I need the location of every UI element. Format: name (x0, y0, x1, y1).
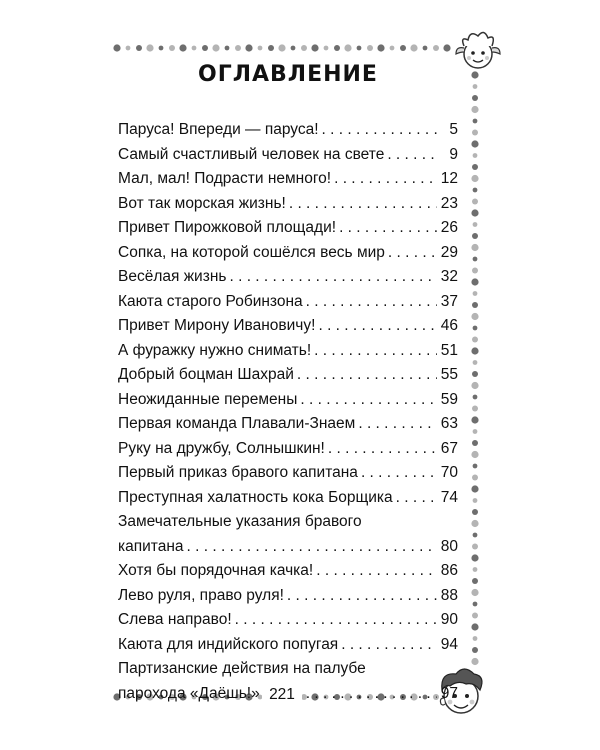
dotted-border-right (468, 70, 482, 670)
toc-leader-dots (229, 265, 437, 290)
border-dot (471, 416, 478, 423)
border-dot (473, 257, 478, 262)
border-dot (225, 46, 230, 51)
toc-leader-dots (287, 584, 437, 609)
border-dot (473, 326, 478, 331)
toc-entry[interactable] (118, 167, 458, 192)
border-dot (471, 106, 478, 113)
border-dot (472, 337, 478, 343)
border-dot (136, 45, 142, 51)
border-dot (471, 520, 478, 527)
toc-entry-page: 12 (440, 170, 458, 187)
toc-entry[interactable] (118, 314, 458, 339)
border-dot (472, 130, 478, 136)
border-dot (473, 395, 478, 400)
toc-entry[interactable] (118, 339, 458, 364)
toc-entry-title: парохода «Даёшь!» (118, 684, 260, 702)
toc-entry[interactable] (118, 290, 458, 315)
border-dot (235, 45, 241, 51)
border-dot (472, 647, 478, 653)
border-dot (258, 46, 263, 51)
toc-leader-dots (322, 118, 437, 143)
border-dot (472, 544, 478, 550)
toc-entry-page: 63 (440, 415, 458, 432)
border-dot (433, 45, 439, 51)
toc-entry-page: 29 (440, 243, 458, 261)
toc-leader-dots (388, 241, 437, 266)
border-dot (473, 222, 478, 227)
border-dot (113, 44, 120, 51)
toc-entry[interactable] (118, 535, 458, 560)
dotted-border-top (112, 41, 460, 55)
border-dot (159, 46, 164, 51)
border-dot (471, 278, 478, 285)
border-dot (471, 485, 478, 492)
border-dot (472, 233, 478, 239)
toc-entry-title: Руку на дружбу, Солнышкин! (118, 439, 325, 457)
border-dot (473, 429, 478, 434)
border-dot (471, 382, 478, 389)
toc-entry-page: 37 (440, 292, 458, 310)
border-dot (472, 371, 478, 377)
toc-entry-title: Самый счастливый человек на свете (118, 145, 385, 163)
border-dot (126, 46, 131, 51)
toc-entry-page: 55 (440, 366, 458, 383)
border-dot (471, 175, 478, 182)
toc-entry[interactable] (118, 559, 458, 584)
toc-entry-title: Преступная халатность кока Борщика (118, 488, 393, 506)
toc-entry-page: 9 (449, 145, 458, 163)
toc-title: ОГЛАВЛЕНИЕ (198, 62, 378, 87)
border-dot (334, 45, 340, 51)
toc-leader-dots (396, 486, 437, 511)
border-dot (472, 440, 478, 446)
border-dot (472, 268, 478, 274)
toc-leader-dots (339, 216, 437, 241)
toc-entry[interactable] (118, 241, 458, 266)
border-dot (471, 451, 478, 458)
toc-entry[interactable] (118, 437, 458, 462)
toc-entry-title: Каюта для индийского попугая (118, 635, 339, 653)
border-dot (400, 45, 406, 51)
toc-entry[interactable] (118, 216, 458, 241)
border-dot (473, 84, 478, 89)
border-dot (367, 45, 373, 51)
toc-entry-page: 70 (440, 464, 458, 481)
toc-leader-dots (187, 535, 437, 560)
toc-entry-page: 86 (440, 562, 458, 579)
toc-leader-dots (328, 437, 437, 462)
toc-entry-title: Каюта старого Робинзона (118, 292, 303, 310)
border-dot (471, 313, 478, 320)
toc-entry-page: 90 (440, 611, 458, 628)
border-dot (472, 95, 478, 101)
toc-entry-line: Партизанские действия на палубе (118, 660, 366, 677)
toc-entry-title: Вот так морская жизнь! (118, 194, 286, 212)
toc-entry-title: Мал, мал! Подрасти немного! (118, 170, 332, 187)
toc-entry-page: 32 (440, 268, 458, 285)
toc-entry-page: 23 (440, 194, 458, 212)
toc-entry-title: Слева направо! (118, 611, 232, 628)
toc-leader-dots (341, 633, 437, 658)
toc-entry[interactable] (118, 608, 458, 633)
toc-entry-title: Первая команда Плавали-Знаем (118, 415, 356, 432)
toc-entry[interactable] (118, 388, 458, 413)
toc-entry-title: Лево руля, право руля! (118, 586, 284, 604)
toc-entry-line: Замечательные указания бравого (118, 513, 362, 530)
toc-leader-dots (300, 388, 437, 413)
border-dot (472, 578, 478, 584)
toc-leader-dots (361, 461, 437, 486)
toc-entry-title: Первый приказ бравого капитана (118, 464, 358, 481)
border-dot (278, 44, 285, 51)
toc-leader-dots (306, 290, 437, 315)
border-dot (473, 291, 478, 296)
toc-entry-title: Привет Мирону Ивановичу! (118, 317, 316, 334)
toc-entry[interactable] (118, 486, 458, 511)
toc-leader-dots (314, 339, 437, 364)
border-dot (473, 498, 478, 503)
border-dot (245, 44, 252, 51)
toc-entry[interactable] (118, 143, 458, 168)
border-dot (357, 46, 362, 51)
toc-entry-title: Хотя бы порядочная качка! (118, 562, 314, 579)
border-dot (472, 302, 478, 308)
border-dot (423, 46, 428, 51)
border-dot (471, 244, 478, 251)
border-dot (146, 44, 153, 51)
border-dot (473, 602, 478, 607)
border-dot (471, 589, 478, 596)
border-dot (473, 464, 478, 469)
toc-entry-page: 67 (440, 439, 458, 457)
toc-entry-page: 94 (440, 635, 458, 653)
border-dot (473, 567, 478, 572)
toc-entry-title: Весёлая жизнь (118, 268, 227, 285)
border-dot (471, 623, 478, 630)
border-dot (471, 554, 478, 561)
border-dot (377, 44, 384, 51)
border-dot (324, 46, 329, 51)
toc-entry-page: 46 (440, 317, 458, 334)
toc-leader-dots (358, 412, 437, 437)
border-dot (390, 46, 395, 51)
border-dot (268, 45, 274, 51)
toc-entry-page: 97 (440, 684, 458, 702)
toc-entry[interactable] (118, 412, 458, 437)
toc-entry-title: Паруса! Впереди — паруса! (118, 121, 319, 138)
toc-leader-dots (387, 143, 437, 168)
table-of-contents (118, 118, 458, 706)
toc-entry[interactable] (118, 192, 458, 217)
border-dot (473, 533, 478, 538)
toc-entry[interactable] (118, 633, 458, 658)
toc-entry-page: 88 (440, 586, 458, 604)
border-dot (179, 44, 186, 51)
toc-entry[interactable] (118, 265, 458, 290)
toc-leader-dots (289, 192, 437, 217)
border-dot (473, 636, 478, 641)
border-dot (202, 45, 208, 51)
border-dot (472, 475, 478, 481)
girl-head-icon (450, 22, 506, 78)
toc-leader-dots (297, 363, 437, 388)
border-dot (473, 153, 478, 158)
toc-leader-dots (334, 167, 437, 192)
border-dot (344, 44, 351, 51)
toc-entry-page: 5 (449, 121, 458, 138)
border-dot (472, 199, 478, 205)
border-dot (473, 119, 478, 124)
border-dot (410, 44, 417, 51)
border-dot (473, 360, 478, 365)
page-number: 221 (262, 686, 302, 704)
toc-entry-title: капитана (118, 537, 184, 555)
border-dot (471, 140, 478, 147)
border-dot (212, 44, 219, 51)
border-dot (473, 188, 478, 193)
toc-entry-title: А фуражку нужно снимать! (118, 341, 312, 359)
toc-entry[interactable] (118, 118, 458, 143)
border-dot (471, 209, 478, 216)
border-dot (192, 46, 197, 51)
toc-entry-title: Неожиданные перемены (118, 390, 298, 408)
border-dot (291, 46, 296, 51)
border-dot (311, 44, 318, 51)
toc-leader-dots (235, 608, 437, 633)
toc-entry[interactable] (118, 363, 458, 388)
toc-entry-page: 59 (440, 390, 458, 408)
toc-entry-title: Сопка, на которой сошёлся весь мир (118, 243, 385, 261)
border-dot (472, 406, 478, 412)
border-dot (472, 509, 478, 515)
toc-entry[interactable] (118, 461, 458, 486)
toc-entry-page: 51 (440, 341, 458, 359)
toc-entry-page: 26 (440, 219, 458, 236)
toc-entry-title: Добрый боцман Шахрай (118, 366, 294, 383)
toc-entry-title: Привет Пирожковой площади! (118, 219, 337, 236)
border-dot (301, 45, 307, 51)
toc-entry-page: 80 (440, 537, 458, 555)
toc-leader-dots (316, 559, 437, 584)
border-dot (472, 164, 478, 170)
border-dot (472, 613, 478, 619)
toc-entry-page: 74 (440, 488, 458, 506)
border-dot (169, 45, 175, 51)
toc-leader-dots (318, 314, 437, 339)
toc-entry[interactable] (118, 584, 458, 609)
border-dot (471, 347, 478, 354)
